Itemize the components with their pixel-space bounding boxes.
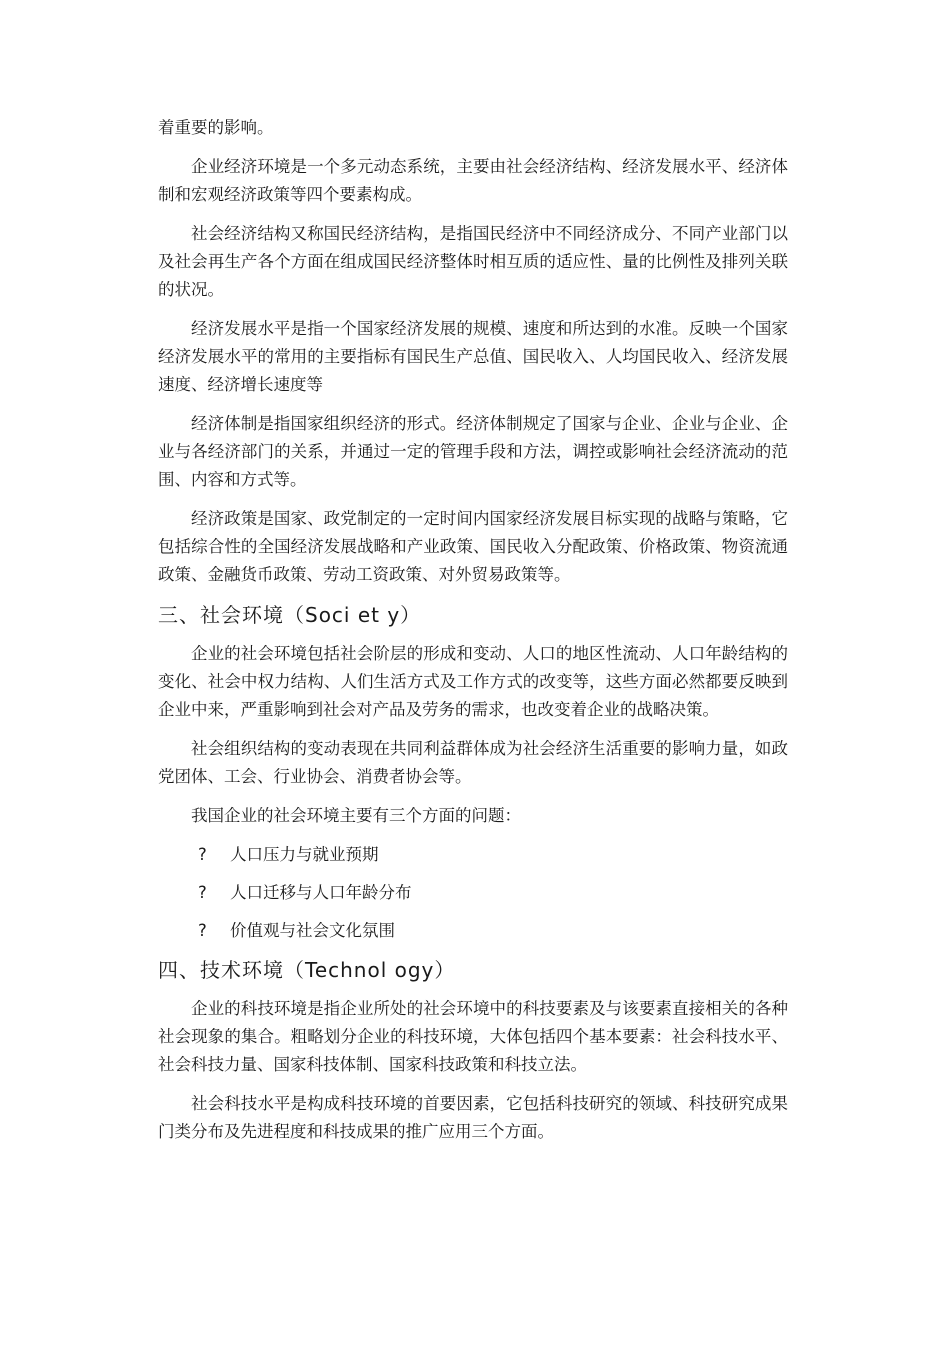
list-item bbox=[198, 917, 788, 945]
bullet-mark: ? bbox=[198, 921, 207, 940]
list-item bbox=[198, 879, 788, 907]
paragraph-tech-environment: 企业的科技环境是指企业所处的社会环境中的科技要素及与该要素直接相关的各种社会现象的集合。粗略划分企业的科技环境，大体包括四个基本要素：社会科技水平、社会科技力量、国家科技体制、国家科技政策和科技立法。 bbox=[158, 999, 788, 1074]
document-page bbox=[158, 114, 788, 1157]
paragraph-economic-policy: 经济政策是国家、政党制定的一定时间内国家经济发展目标实现的战略与策略，它包括综合性的全国经济发展战略和产业政策、国民收入分配政策、价格政策、物资流通政策、金融货币政策、劳动工资政策、对外贸易政策等。 bbox=[158, 509, 788, 584]
paragraph-social-issues-intro: 我国企业的社会环境主要有三个方面的问题： bbox=[191, 806, 521, 825]
paragraph-social-organization: 社会组织结构的变动表现在共同利益群体成为社会经济生活重要的影响力量，如政党团体、工会、行业协会、消费者协会等。 bbox=[158, 739, 788, 786]
list-item-text: 人口迁移与人口年龄分布 bbox=[230, 883, 412, 902]
section-heading-society: 三、社会环境（Soci et y） bbox=[158, 603, 422, 627]
paragraph-economic-structure: 社会经济结构又称国民经济结构，是指国民经济中不同经济成分、不同产业部门以及社会再生产各个方面在组成国民经济整体时相互质的适应性、量的比例性及排列关联的状况。 bbox=[158, 224, 788, 299]
list-item-text: 价值观与社会文化氛围 bbox=[230, 921, 395, 940]
paragraph-development-level: 经济发展水平是指一个国家经济发展的规模、速度和所达到的水准。反映一个国家经济发展水平的常用的主要指标有国民生产总值、国民收入、人均国民收入、经济发展速度、经济增长速度等 bbox=[158, 319, 788, 394]
paragraph-tech-level: 社会科技水平是构成科技环境的首要因素，它包括科技研究的领域、科技研究成果门类分布及先进程度和科技成果的推广应用三个方面。 bbox=[158, 1094, 788, 1141]
bullet-mark: ? bbox=[198, 883, 207, 902]
list-item bbox=[198, 841, 788, 869]
social-issues-list bbox=[158, 841, 788, 945]
paragraph-social-environment: 企业的社会环境包括社会阶层的形成和变动、人口的地区性流动、人口年龄结构的变化、社会中权力结构、人们生活方式及工作方式的改变等，这些方面必然都要反映到企业中来，严重影响到社会对产品及劳务的需求，也改变着企业的战略决策。 bbox=[158, 644, 788, 719]
paragraph-economic-system: 经济体制是指国家组织经济的形式。经济体制规定了国家与企业、企业与企业、企业与各经济部门的关系，并通过一定的管理手段和方法，调控或影响社会经济流动的范围、内容和方式等。 bbox=[158, 414, 788, 489]
paragraph-economic-environment: 企业经济环境是一个多元动态系统，主要由社会经济结构、经济发展水平、经济体制和宏观经济政策等四个要素构成。 bbox=[158, 157, 788, 204]
list-item-text: 人口压力与就业预期 bbox=[230, 845, 379, 864]
paragraph-continuation: 着重要的影响。 bbox=[158, 118, 274, 137]
section-heading-technology: 四、技术环境（Technol ogy） bbox=[158, 958, 456, 982]
bullet-mark: ? bbox=[198, 845, 207, 864]
